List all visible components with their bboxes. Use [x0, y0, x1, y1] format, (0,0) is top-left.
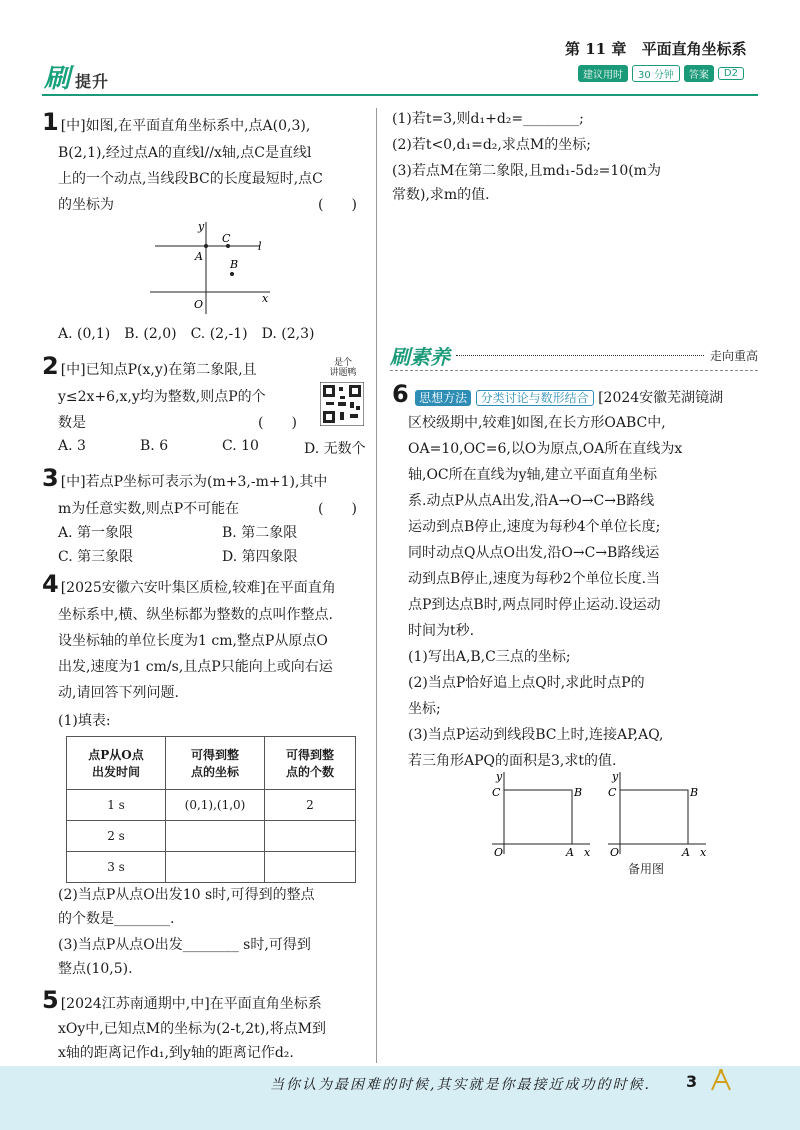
- q3-answer-bracket: ( ): [318, 501, 357, 517]
- q6-label-b: B: [574, 786, 583, 799]
- q5-line3: x轴的距离记作d₁,到y轴的距离记作d₂.: [58, 1045, 294, 1061]
- brand-logo: [44, 58, 109, 95]
- q6-label-y: y: [496, 770, 503, 783]
- q4-part2-line1: (2)当点P从点O出发10 s时,可得到的整点: [58, 887, 315, 903]
- q4-number: 4: [42, 570, 59, 598]
- q3-option-d: D. 第四象限: [222, 549, 298, 565]
- q6-label-x: x: [584, 846, 591, 858]
- footer-motto: 当你认为最困难的时候,其实就是你最接近成功的时候.: [270, 1077, 651, 1093]
- q6-label-o: O: [494, 846, 504, 858]
- q1-line4: 的坐标为: [58, 197, 114, 213]
- q6-tag-topic: 分类讨论与数形结合: [476, 390, 594, 406]
- q1-answer-bracket: ( ): [318, 197, 357, 213]
- q6b-label-c: C: [608, 786, 617, 799]
- q6-part2-line1: (2)当点P恰好追上点Q时,求此时点P的: [408, 675, 645, 691]
- q2-line3: 数是: [58, 415, 86, 431]
- q1-option-b: B. (2,0): [124, 326, 177, 342]
- q6-tag-method: 思想方法: [415, 390, 471, 406]
- q6-label-a: A: [566, 846, 574, 858]
- chapter-header: [565, 38, 757, 59]
- q3-text: [中]若点P坐标可表示为(m+3,-m+1),其中: [60, 474, 328, 490]
- q4-line2: 坐标系中,横、纵坐标都为整数的点叫作整点.: [58, 607, 333, 623]
- table-cell: 3 s: [67, 852, 166, 883]
- q6-line10: 时间为t秒.: [408, 623, 475, 639]
- q2-option-b: B. 6: [140, 438, 169, 454]
- q2-option-c: C. 10: [222, 438, 259, 454]
- q6b-label-b: B: [690, 786, 699, 799]
- section-right-label: 走向重高: [709, 348, 758, 363]
- q1-number: 1: [42, 108, 59, 136]
- q3-option-b: B. 第二象限: [222, 525, 298, 541]
- q6-line2: 区校级期中,较难]如图,在长方形OABC中,: [408, 415, 666, 431]
- table-header: 可得到整 点的坐标: [166, 737, 265, 790]
- q5-number: 5: [42, 986, 59, 1014]
- q2-option-d: D. 无数个: [304, 441, 366, 457]
- brand-subtitle: 提升: [75, 72, 110, 91]
- q4-line3: 设坐标轴的单位长度为1 cm,整点P从原点O: [58, 633, 328, 649]
- q1-label-y: y: [198, 220, 205, 233]
- q6-number: 6: [392, 380, 409, 408]
- q1-point-a: [204, 244, 208, 248]
- q5-part2: (2)若t<0,d₁=d₂,求点M的坐标;: [392, 137, 591, 153]
- q1-label-x: x: [262, 292, 269, 305]
- q4-text: [2025安徽六安叶集区质检,较难]在平面直角: [60, 580, 336, 596]
- q5-text: [2024江苏南通期中,中]在平面直角坐标系: [60, 996, 322, 1012]
- section-header: [390, 340, 758, 371]
- section-leader: [456, 355, 704, 356]
- page-number: 3: [686, 1072, 698, 1091]
- q1-line3: 上的一个动点,当线段BC的长度最短时,点C: [58, 171, 323, 187]
- q1-label-o: O: [194, 298, 204, 311]
- q6-backup-caption: 备用图: [628, 862, 665, 876]
- q2-text: [中]已知点P(x,y)在第二象限,且: [60, 362, 257, 378]
- table-cell: 1 s: [67, 790, 166, 821]
- q6-line6: 运动到点B停止,速度为每秒4个单位长度;: [408, 519, 661, 535]
- q6-line3: OA=10,OC=6,以O为原点,OA所在直线为x: [408, 441, 683, 457]
- compass-icon: [706, 1068, 736, 1092]
- section-title: 刷素养: [390, 344, 450, 369]
- q3-number: 3: [42, 464, 59, 492]
- q4-line5: 动,请回答下列问题.: [58, 685, 179, 701]
- q1-label-a: A: [195, 250, 203, 263]
- q3-option-a: A. 第一象限: [58, 525, 134, 541]
- table-row: [67, 852, 356, 883]
- q2-line2: y≤2x+6,x,y均为整数,则点P的个: [58, 389, 266, 405]
- q2-answer-bracket: ( ): [258, 415, 297, 431]
- q2-option-a: A. 3: [58, 438, 86, 454]
- q1-label-b: B: [230, 258, 239, 271]
- table-header-row: [67, 737, 356, 790]
- q3-line1: [42, 464, 327, 492]
- q4-part1: (1)填表:: [58, 713, 111, 729]
- q1-option-a: A. (0,1): [58, 326, 111, 342]
- q6-text: [2024安徽芜湖镜湖: [598, 390, 724, 406]
- table-cell: (0,1),(1,0): [166, 790, 265, 821]
- q5-part3-line2: 常数),求m的值.: [392, 187, 490, 203]
- brand-mark: 刷: [44, 64, 72, 94]
- column-divider: [376, 108, 377, 1063]
- chapter-title: 平面直角坐标系: [641, 40, 747, 58]
- q6-part3-line2: 若三角形APQ的面积是3,求t的值.: [408, 753, 617, 769]
- table-cell: [265, 852, 356, 883]
- q1-line1: [42, 108, 310, 136]
- header-rule: [42, 94, 758, 96]
- q2-options: [58, 438, 366, 458]
- q6-line8: 动到点B停止,速度为每秒2个单位长度.当: [408, 571, 661, 587]
- q5-part3-line1: (3)若点M在第二象限,且md₁-5d₂=10(m为: [392, 163, 661, 179]
- q1-figure: [150, 218, 280, 318]
- chapter-number: 第 11 章: [565, 40, 627, 58]
- q1-option-d: D. (2,3): [261, 326, 315, 342]
- q6-part2-line2: 坐标;: [408, 701, 441, 717]
- q4-line1: [42, 570, 336, 598]
- qr-label: 是个 讲题鸭: [329, 358, 357, 378]
- table-header: 可得到整 点的个数: [265, 737, 356, 790]
- q6b-label-x: x: [700, 846, 707, 858]
- q6-part1: (1)写出A,B,C三点的坐标;: [408, 649, 571, 665]
- q3-options-row1: [58, 522, 297, 542]
- q6-line4: 轴,OC所在直线为y轴,建立平面直角坐标: [408, 467, 657, 483]
- q3-option-c: C. 第三象限: [58, 549, 134, 565]
- suggest-label: 建议用时: [578, 65, 628, 82]
- suggest-time: 30 分钟: [632, 65, 680, 82]
- q6-line1: [392, 380, 723, 408]
- table-cell: [166, 852, 265, 883]
- answer-label: 答案: [684, 65, 714, 82]
- q2-line1: [42, 352, 257, 380]
- q6-figure: [486, 768, 596, 858]
- q3-options-row2: [58, 546, 298, 566]
- q3-line2: m为任意实数,则点P不可能在: [58, 501, 240, 517]
- table-cell: [166, 821, 265, 852]
- q6-backup-figure: [602, 768, 712, 858]
- q1-label-c: C: [222, 232, 231, 245]
- q4-part3-line2: 整点(10,5).: [58, 961, 133, 977]
- qr-code-icon[interactable]: [320, 382, 364, 426]
- q5-line1: [42, 986, 322, 1014]
- table-header: 点P从O点 出发时间: [67, 737, 166, 790]
- q6b-label-a: A: [682, 846, 690, 858]
- q1-line2: B(2,1),经过点A的直线l//x轴,点C是直线l: [58, 145, 312, 161]
- q4-line4: 出发,速度为1 cm/s,且点P只能向上或向右运: [58, 659, 333, 675]
- q4-part2-line2: 的个数是________.: [58, 911, 175, 927]
- table-cell: 2 s: [67, 821, 166, 852]
- table-cell: [265, 821, 356, 852]
- q6-rectangle: [504, 790, 572, 844]
- q1-option-c: C. (2,-1): [190, 326, 248, 342]
- table-row: [67, 790, 356, 821]
- suggested-time: [578, 65, 744, 82]
- answer-page: D2: [718, 67, 744, 80]
- q1-point-b: [230, 272, 234, 276]
- q5-line2: xOy中,已知点M的坐标为(2-t,2t),将点M到: [58, 1021, 327, 1037]
- q6-line9: 点P到达点B时,两点同时停止运动.设运动: [408, 597, 661, 613]
- q6-line7: 同时动点Q从点O出发,沿O→C→B路线运: [408, 545, 660, 561]
- q6-line5: 系.动点P从点A出发,沿A→O→C→B路线: [408, 493, 655, 509]
- q4-part3-line1: (3)当点P从点O出发________ s时,可得到: [58, 937, 311, 953]
- q6-label-c: C: [492, 786, 501, 799]
- q1-options: [58, 326, 314, 342]
- q5-part1: (1)若t=3,则d₁+d₂=________;: [392, 111, 584, 127]
- q2-number: 2: [42, 352, 59, 380]
- table-row: [67, 821, 356, 852]
- q4-table: [66, 736, 356, 883]
- q6b-rectangle: [620, 790, 688, 844]
- q6b-label-o: O: [610, 846, 620, 858]
- table-cell: 2: [265, 790, 356, 821]
- q1-text: [中]如图,在平面直角坐标系中,点A(0,3),: [60, 118, 311, 134]
- q6-part3-line1: (3)当点P运动到线段BC上时,连接AP,AQ,: [408, 727, 664, 743]
- q6b-label-y: y: [612, 770, 619, 783]
- q1-label-l: l: [258, 240, 262, 253]
